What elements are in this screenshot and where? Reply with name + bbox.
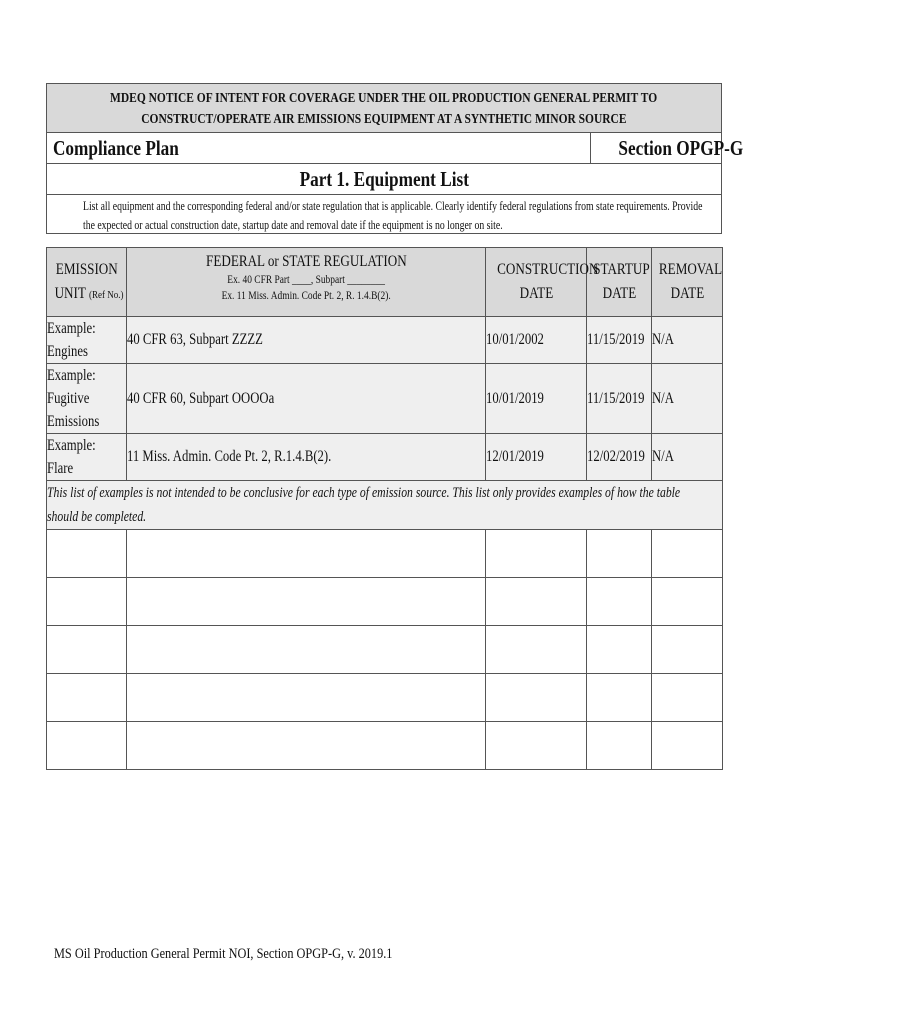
construction-date-input-cell[interactable]: [486, 530, 587, 578]
emission-unit-cell: [47, 317, 127, 364]
emission-unit-header-line-1: EMISSION: [55, 260, 118, 278]
construction-date-cell: [486, 364, 587, 434]
table-row: [47, 674, 723, 722]
construction-header-line-1: CONSTRUCTION: [497, 261, 599, 278]
startup-date-input-cell[interactable]: [587, 530, 652, 578]
removal-date-cell: [652, 317, 723, 364]
construction-date-input-cell[interactable]: [486, 626, 587, 674]
table-row: [47, 626, 723, 674]
removal-header-line-1: REMOVAL: [658, 261, 723, 278]
regulation-cell: [127, 317, 486, 364]
startup-header-line-2: DATE: [602, 285, 636, 302]
regulation-value: 11 Miss. Admin. Code Pt. 2, R.1.4.B(2).: [127, 448, 332, 465]
construction-date-value: 12/01/2019: [486, 448, 544, 465]
emission-unit-input-cell[interactable]: [47, 674, 127, 722]
removal-date-input-cell[interactable]: [652, 578, 723, 626]
emission-unit-input-cell[interactable]: [47, 530, 127, 578]
regulation-input-cell[interactable]: [127, 578, 486, 626]
ref-no-label: (Ref No.): [88, 288, 124, 301]
startup-date-input-cell[interactable]: [587, 722, 652, 770]
regulation-cell: [127, 364, 486, 434]
startup-date-input-cell[interactable]: [587, 674, 652, 722]
removal-header-line-2: DATE: [670, 285, 704, 302]
compliance-plan-label: Compliance Plan: [53, 136, 179, 160]
construction-header-line-2: DATE: [519, 285, 553, 302]
construction-date-cell: [486, 317, 587, 364]
form-header: [46, 83, 744, 234]
regulation-header: FEDERAL or STATE REGULATION: [205, 253, 407, 270]
part-title: Part 1. Equipment List: [299, 167, 469, 191]
regulation-input-cell[interactable]: [127, 626, 486, 674]
examples-note: [47, 481, 723, 530]
table-row: [47, 722, 723, 770]
equipment-table: [46, 247, 723, 770]
examples-note-row: [47, 481, 723, 530]
column-header-regulation: [127, 248, 486, 317]
emission-unit-cell: [47, 364, 127, 434]
column-header-emission-unit: [47, 248, 127, 317]
startup-date-cell: [587, 364, 652, 434]
startup-header-line-1: STARTUP: [593, 261, 650, 278]
removal-date-input-cell[interactable]: [652, 530, 723, 578]
regulation-input-cell[interactable]: [127, 530, 486, 578]
unit-line: Emissions: [47, 413, 100, 430]
startup-date-value: 11/15/2019: [587, 389, 645, 407]
examples-note-text: This list of examples is not intended to be conclusive for each type of emission source. This list only provides examples of how the table should be completed.: [47, 485, 681, 525]
instructions: [47, 195, 721, 233]
table-row: [47, 578, 723, 626]
regulation-example-2: Ex. 11 Miss. Admin. Code Pt. 2, R. 1.4.B(2).: [221, 290, 391, 302]
section-label: Section OPGP-G: [618, 136, 744, 160]
startup-date-input-cell[interactable]: [587, 578, 652, 626]
startup-date-input-cell[interactable]: [587, 626, 652, 674]
column-header-construction-date: [486, 248, 599, 317]
construction-date-value: 10/01/2019: [486, 389, 544, 407]
unit-line: Example:: [47, 367, 96, 384]
example-row-flare: [47, 434, 723, 481]
emission-unit-input-cell[interactable]: [47, 722, 127, 770]
regulation-input-cell[interactable]: [127, 674, 486, 722]
removal-date-input-cell[interactable]: [652, 626, 723, 674]
removal-date-cell: [652, 364, 723, 434]
form-title-line-1: MDEQ NOTICE OF INTENT FOR COVERAGE UNDER THE OIL PRODUCTION GENERAL PERMIT TO: [110, 91, 658, 106]
unit-line: Fugitive: [47, 390, 90, 407]
regulation-example-1: Ex. 40 CFR Part ____, Subpart ________: [227, 274, 385, 286]
column-header-startup-date: [587, 248, 652, 317]
removal-date-value: N/A: [652, 389, 674, 407]
example-row-engines: [47, 317, 723, 364]
startup-date-value: 11/15/2019: [587, 331, 645, 348]
construction-date-input-cell[interactable]: [486, 578, 587, 626]
removal-date-cell: [652, 434, 723, 481]
example-row-fugitive-emissions: [47, 364, 723, 434]
unit-line: Flare: [47, 460, 74, 477]
construction-date-input-cell[interactable]: [486, 722, 587, 770]
unit-line: Engines: [47, 343, 88, 360]
emission-unit-cell: [47, 434, 127, 481]
startup-date-cell: [587, 317, 652, 364]
footer-text: MS Oil Production General Permit NOI, Section OPGP-G, v. 2019.1: [54, 946, 393, 962]
removal-date-value: N/A: [652, 331, 674, 348]
instructions-line-2: the expected or actual construction date, startup date and removal date if the equipment is no longer on site.: [83, 218, 503, 232]
construction-date-input-cell[interactable]: [486, 674, 587, 722]
instructions-line-1: List all equipment and the corresponding federal and/or state regulation that is applicable. Clearly identify federal regulations from state requirements. Provide: [83, 199, 703, 213]
removal-date-value: N/A: [652, 448, 674, 465]
removal-date-input-cell[interactable]: [652, 722, 723, 770]
construction-date-value: 10/01/2002: [486, 331, 544, 348]
startup-date-cell: [587, 434, 652, 481]
regulation-cell: [127, 434, 486, 481]
table-row: [47, 530, 723, 578]
emission-unit-header-line-2: UNIT: [54, 284, 86, 302]
form-title: [47, 84, 721, 133]
regulation-value: 40 CFR 60, Subpart OOOOa: [127, 389, 275, 407]
construction-date-cell: [486, 434, 587, 481]
regulation-value: 40 CFR 63, Subpart ZZZZ: [127, 331, 263, 348]
form-title-line-2: CONSTRUCT/OPERATE AIR EMISSIONS EQUIPMENT AT A SYNTHETIC MINOR SOURCE: [141, 112, 627, 127]
removal-date-input-cell[interactable]: [652, 674, 723, 722]
regulation-input-cell[interactable]: [127, 722, 486, 770]
emission-unit-input-cell[interactable]: [47, 578, 127, 626]
page-footer: [54, 944, 467, 964]
unit-line: Example:: [47, 437, 96, 454]
emission-unit-input-cell[interactable]: [47, 626, 127, 674]
table-header-row: [47, 248, 723, 317]
unit-line: Example:: [47, 320, 96, 337]
startup-date-value: 12/02/2019: [587, 448, 645, 465]
column-header-removal-date: [652, 248, 723, 317]
